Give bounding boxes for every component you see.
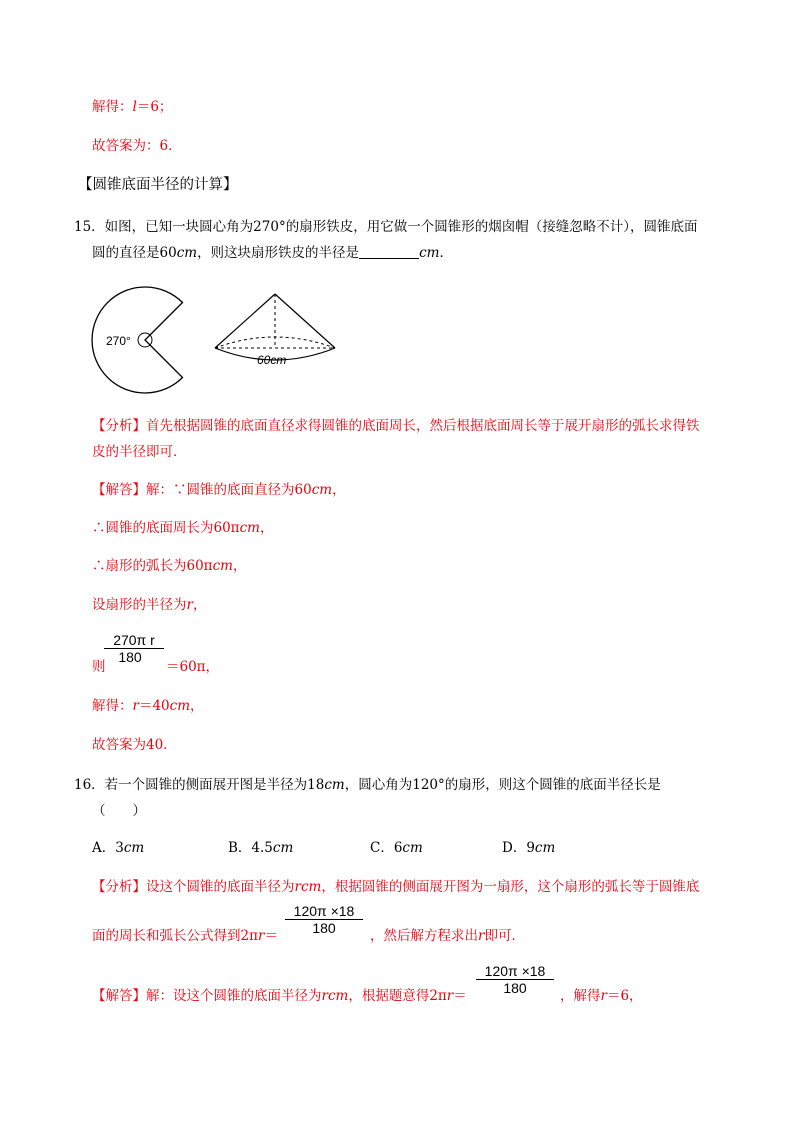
fraction-numerator: 270π r <box>104 632 164 649</box>
unit: cm <box>419 245 440 261</box>
unit: cm <box>534 840 556 856</box>
var-rcm: rcm <box>321 988 349 1004</box>
text: 16．若一个圆锥的侧面展开图是半径为18 <box>74 777 325 793</box>
angle-label: 270° <box>106 334 131 348</box>
analysis-15-line-1: 【分析】首先根据圆锥的底面直径求得圆锥的底面周长，然后根据底面周长等于展开扇形的弧长求得铁 <box>92 418 700 434</box>
var-rcm: rcm <box>294 879 322 895</box>
text: ，则这块扇形铁皮的半径是 <box>197 245 360 261</box>
text: ＝6， <box>606 988 643 1004</box>
solution-15-step-5-post: ＝60π， <box>166 659 220 675</box>
text: ＝6； <box>136 99 173 115</box>
solution-15-step-6 <box>92 696 204 716</box>
text: ＝40 <box>138 698 170 714</box>
option-label: D．9 <box>502 840 535 856</box>
unit: cm <box>402 840 423 856</box>
solution-15-step-2 <box>92 518 273 538</box>
answer-line-6: 故答案为：6． <box>92 138 182 154</box>
answer-line-l <box>92 97 172 117</box>
fraction-numerator: 120π ×18 <box>476 963 554 980</box>
solution-16-fraction <box>476 963 554 996</box>
var-r: r <box>186 597 193 613</box>
text: ． <box>439 245 453 261</box>
text: 圆的直径是60 <box>92 245 177 261</box>
text: ，圆心角为120°的扇形，则这个圆锥的底面半径长是 <box>344 777 661 793</box>
text: ∴扇形的弧长为60π <box>92 558 213 574</box>
unit: cm <box>212 558 233 574</box>
question-16-line-2: （ ） <box>92 803 146 819</box>
fraction-denominator: 180 <box>503 980 527 996</box>
analysis-16-line-2a <box>92 926 278 946</box>
solution-15-fraction <box>104 632 164 665</box>
solution-15-step-1 <box>92 480 346 500</box>
text: ， <box>192 597 207 613</box>
text: 【分析】设这个圆锥的底面半径为 <box>92 879 295 895</box>
text: ， <box>232 558 247 574</box>
var-r: r <box>446 988 454 1004</box>
option-label: B．4.5 <box>228 840 273 856</box>
text: 【解答】解：∵圆锥的底面直径为60 <box>92 482 312 498</box>
fraction-numerator: 120π ×18 <box>285 903 363 920</box>
unit: cm <box>272 840 294 856</box>
text: ＝ <box>264 928 278 944</box>
text: ，根据圆锥的侧面展开图为一扇形，这个扇形的弧长等于圆锥底 <box>321 879 700 895</box>
fraction-denominator: 180 <box>118 649 142 665</box>
text: 解得： <box>92 99 133 115</box>
text: ， <box>332 482 346 498</box>
unit: cm <box>176 245 198 261</box>
analysis-16-line-2b <box>370 926 525 946</box>
question-15-line-2 <box>92 243 453 263</box>
var-r: r <box>600 988 607 1004</box>
unit: cm <box>123 840 145 856</box>
text: ， <box>259 520 274 536</box>
text: 设扇形的半径为 <box>92 597 187 613</box>
unit: cm <box>239 520 260 536</box>
question-15-line-1: 15．如图，已知一块圆心角为270°的扇形铁皮，用它做一个圆锥形的烟囱帽（接缝忽略不计），圆锥底面 <box>74 219 698 235</box>
fraction-denominator: 180 <box>312 920 336 936</box>
solution-16-line-1a <box>92 986 467 1006</box>
text: 解得： <box>92 698 133 714</box>
analysis-16-line-1 <box>92 877 699 897</box>
text: ，解得 <box>560 988 601 1004</box>
diameter-label: 60cm <box>257 353 287 367</box>
text: ， <box>190 698 204 714</box>
option-d[interactable] <box>502 838 555 858</box>
text: ，根据题意得2π <box>348 988 447 1004</box>
sector-figure <box>85 280 345 400</box>
unit: cm <box>169 698 191 714</box>
analysis-16-fraction <box>285 903 363 936</box>
analysis-15-line-2: 皮的半径即可． <box>92 444 187 460</box>
unit: cm <box>311 482 333 498</box>
option-b[interactable] <box>228 838 293 858</box>
var-l: l <box>132 99 137 115</box>
section-heading: 【圆锥底面半径的计算】 <box>78 177 238 193</box>
var-r: r <box>257 928 265 944</box>
solution-15-step-7: 故答案为40． <box>92 737 177 753</box>
unit: cm <box>324 777 345 793</box>
text: ＝ <box>453 988 467 1004</box>
text: 即可． <box>484 928 525 944</box>
text: ，然后解方程求出 <box>370 928 478 944</box>
option-c[interactable] <box>370 838 423 858</box>
var-r: r <box>132 698 139 714</box>
option-label: C．6 <box>370 840 403 856</box>
solution-16-line-1b <box>560 986 643 1006</box>
var-r: r <box>478 928 485 944</box>
solution-15-step-4 <box>92 595 206 615</box>
answer-blank <box>359 244 419 259</box>
option-a[interactable] <box>92 838 144 858</box>
solution-15-step-3 <box>92 556 246 576</box>
text: ∴圆锥的底面周长为60π <box>92 520 240 536</box>
text: 【解答】解：设这个圆锥的底面半径为 <box>92 988 322 1004</box>
text: 面的周长和弧长公式得到2π <box>92 928 258 944</box>
solution-15-step-5-pre: 则 <box>92 659 106 675</box>
question-16-line-1 <box>74 775 661 795</box>
option-label: A．3 <box>92 840 124 856</box>
